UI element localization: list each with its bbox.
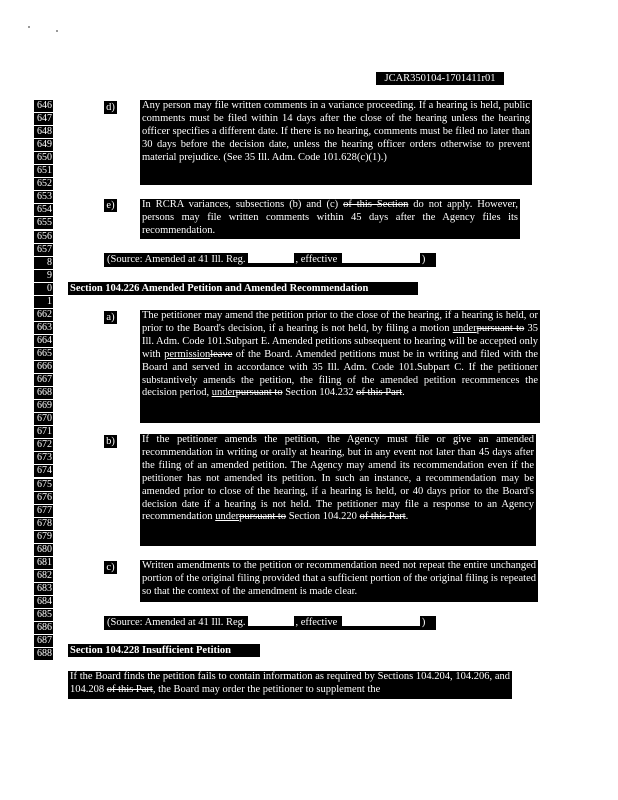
blank-register-volume <box>248 616 294 626</box>
deleted-of-this-part: of this Part <box>356 387 403 399</box>
paragraph-e-text-b: do not apply. However, persons may file written comments within 45 days after the Agency files its recommendation. <box>142 199 518 236</box>
blank-effective-date <box>342 616 420 626</box>
blank-effective-date <box>342 253 420 263</box>
line-number: 673 <box>34 452 53 464</box>
inserted-under: under <box>215 511 240 523</box>
blank-register-volume <box>248 253 294 263</box>
line-number: 647 <box>34 113 53 125</box>
deleted-pursuant-to: pursuant to <box>239 511 287 523</box>
paragraph-d-text <box>140 100 532 185</box>
source-effective: , effective <box>295 617 338 628</box>
line-number: 675 <box>34 479 53 491</box>
paragraph-label-b: b) <box>104 435 117 448</box>
source-prefix: (Source: Amended at 41 Ill. Reg. <box>107 617 246 628</box>
source-effective: , effective <box>295 254 338 265</box>
paragraph-label-a: a) <box>104 311 117 324</box>
line-number: 674 <box>34 465 53 477</box>
line-number: 651 <box>34 165 53 177</box>
paragraph-226c-text <box>140 560 538 602</box>
source-note-1 <box>104 253 436 267</box>
text-run: The petitioner may amend the petition prior to the close of the hearing, if a hearing is held, or prior to the Board's decision, if a hearing is not held, by filing a motion <box>142 310 538 334</box>
line-number: 671 <box>34 426 53 438</box>
line-number: 678 <box>34 518 53 530</box>
deleted-leave: leave <box>210 348 233 360</box>
line-number: 686 <box>34 622 53 634</box>
deleted-pursuant-to: pursuant to <box>476 322 525 334</box>
document-id-header: JCAR350104-1701411r01 <box>376 72 504 85</box>
line-number: 676 <box>34 492 53 504</box>
line-number: 666 <box>34 361 53 373</box>
line-number: 664 <box>34 335 53 347</box>
line-number: 669 <box>34 400 53 412</box>
line-number: 668 <box>34 387 53 399</box>
line-number: 688 <box>34 648 53 660</box>
line-number: 663 <box>34 322 53 334</box>
inserted-under: under <box>452 322 477 334</box>
line-number: 677 <box>34 505 53 517</box>
paragraph-label-e: e) <box>104 199 117 212</box>
line-number: 652 <box>34 178 53 190</box>
deleted-of-this-part: of this Part <box>359 511 406 523</box>
paragraph-d-body: Any person may file written comments in a variance proceeding. If a hearing is held, public comments must be filed within 14 days after the close of the hearing unless the hearing officer specifies a different date. If there is no hearing, comments must be filed no later than 30 days before the decision date, unless the hearing officer orders otherwise to prevent material prejudice. (See 35 Ill. Adm. Code 101.628(c)(1).) <box>142 100 530 163</box>
scan-speck <box>28 26 30 28</box>
line-number: 667 <box>34 374 53 386</box>
line-number: 1 <box>34 296 53 308</box>
line-number: 683 <box>34 583 53 595</box>
paragraph-label-c: c) <box>104 561 117 574</box>
text-run: Section 104.232 <box>282 387 357 399</box>
line-number: 654 <box>34 204 53 216</box>
line-number: 684 <box>34 596 53 608</box>
line-number: 646 <box>34 100 53 112</box>
text-run: If the Board finds the petition fails to contain information as required by Sections 104.204, 104.206, and 104.208 <box>70 671 510 695</box>
line-number: 682 <box>34 570 53 582</box>
paragraph-226c-body: Written amendments to the petition or recommendation need not repeat the entire unchanged portion of the original filing provided that a sufficient portion of the original filing is repeated so that the context of the amendment is made clear. <box>142 560 536 597</box>
line-number: 685 <box>34 609 53 621</box>
inserted-under: under <box>211 387 236 399</box>
line-number: 672 <box>34 439 53 451</box>
line-number: 653 <box>34 191 53 203</box>
line-number: 662 <box>34 309 53 321</box>
line-number: 8 <box>34 257 53 269</box>
line-number: 655 <box>34 217 53 229</box>
section-228-text <box>68 671 512 699</box>
deleted-of-this-part: of this Part <box>106 683 153 695</box>
text-run: 35 Ill. Adm. Code 101.Subpart E. Amended petitions subsequent to hearing will be accepted only with <box>142 322 538 360</box>
text-run: , the Board may order the petitioner to supplement the <box>152 683 381 695</box>
inserted-permission: permission <box>164 348 211 360</box>
line-number: 680 <box>34 544 53 556</box>
paragraph-e-text <box>140 199 520 239</box>
deleted-pursuant-to: pursuant to <box>235 387 283 399</box>
line-number: 9 <box>34 270 53 282</box>
paragraph-226b-text <box>140 434 536 546</box>
line-number: 648 <box>34 126 53 138</box>
line-number: 0 <box>34 283 53 295</box>
line-number: 657 <box>34 244 53 256</box>
line-number: 687 <box>34 635 53 647</box>
source-prefix: (Source: Amended at 41 Ill. Reg. <box>107 254 246 265</box>
strike-of-this-section: of this Section <box>343 199 409 210</box>
source-close: ) <box>421 617 426 628</box>
line-number: 649 <box>34 139 53 151</box>
text-run: . <box>405 511 409 523</box>
section-104-226-heading: Section 104.226 Amended Petition and Amended Recommendation <box>68 282 418 295</box>
line-number: 665 <box>34 348 53 360</box>
line-number: 656 <box>34 231 53 243</box>
text-run: If the petitioner amends the petition, the Agency must file or give an amended recommendation in writing or orally at hearing, but in any event not later than 45 days after the filing of an amended petition. The Agency may amend its recommendation even if the petitioner has not amended its petition. In such an instance, a recommendation may be amended prior to close of the hearing, if a hearing is held, or 40 days prior to the Board's decision date if a hearing is not held. The petitioner may file a response to an Agency recommendation <box>142 434 534 523</box>
paragraph-226a-text <box>140 310 540 423</box>
scan-speck <box>56 30 58 32</box>
text-run: Section 104.220 <box>286 511 360 523</box>
paragraph-label-d: d) <box>104 101 117 114</box>
paragraph-e-text-a: In RCRA variances, subsections (b) and (c) <box>142 199 344 210</box>
section-104-228-heading: Section 104.228 Insufficient Petition <box>68 644 260 657</box>
line-number: 670 <box>34 413 53 425</box>
source-close: ) <box>421 254 426 265</box>
line-number: 650 <box>34 152 53 164</box>
source-note-2 <box>104 616 436 630</box>
line-number: 681 <box>34 557 53 569</box>
line-number: 679 <box>34 531 53 543</box>
text-run: . <box>402 387 405 399</box>
text-run: of the Board. Amended petitions must be in writing and filed with the Board and served in accordance with 35 Ill. Adm. Code 101.Subpart C. If the petitioner substantively amends the petition, the filing of the amended petition recommences the decision period, <box>142 348 538 399</box>
